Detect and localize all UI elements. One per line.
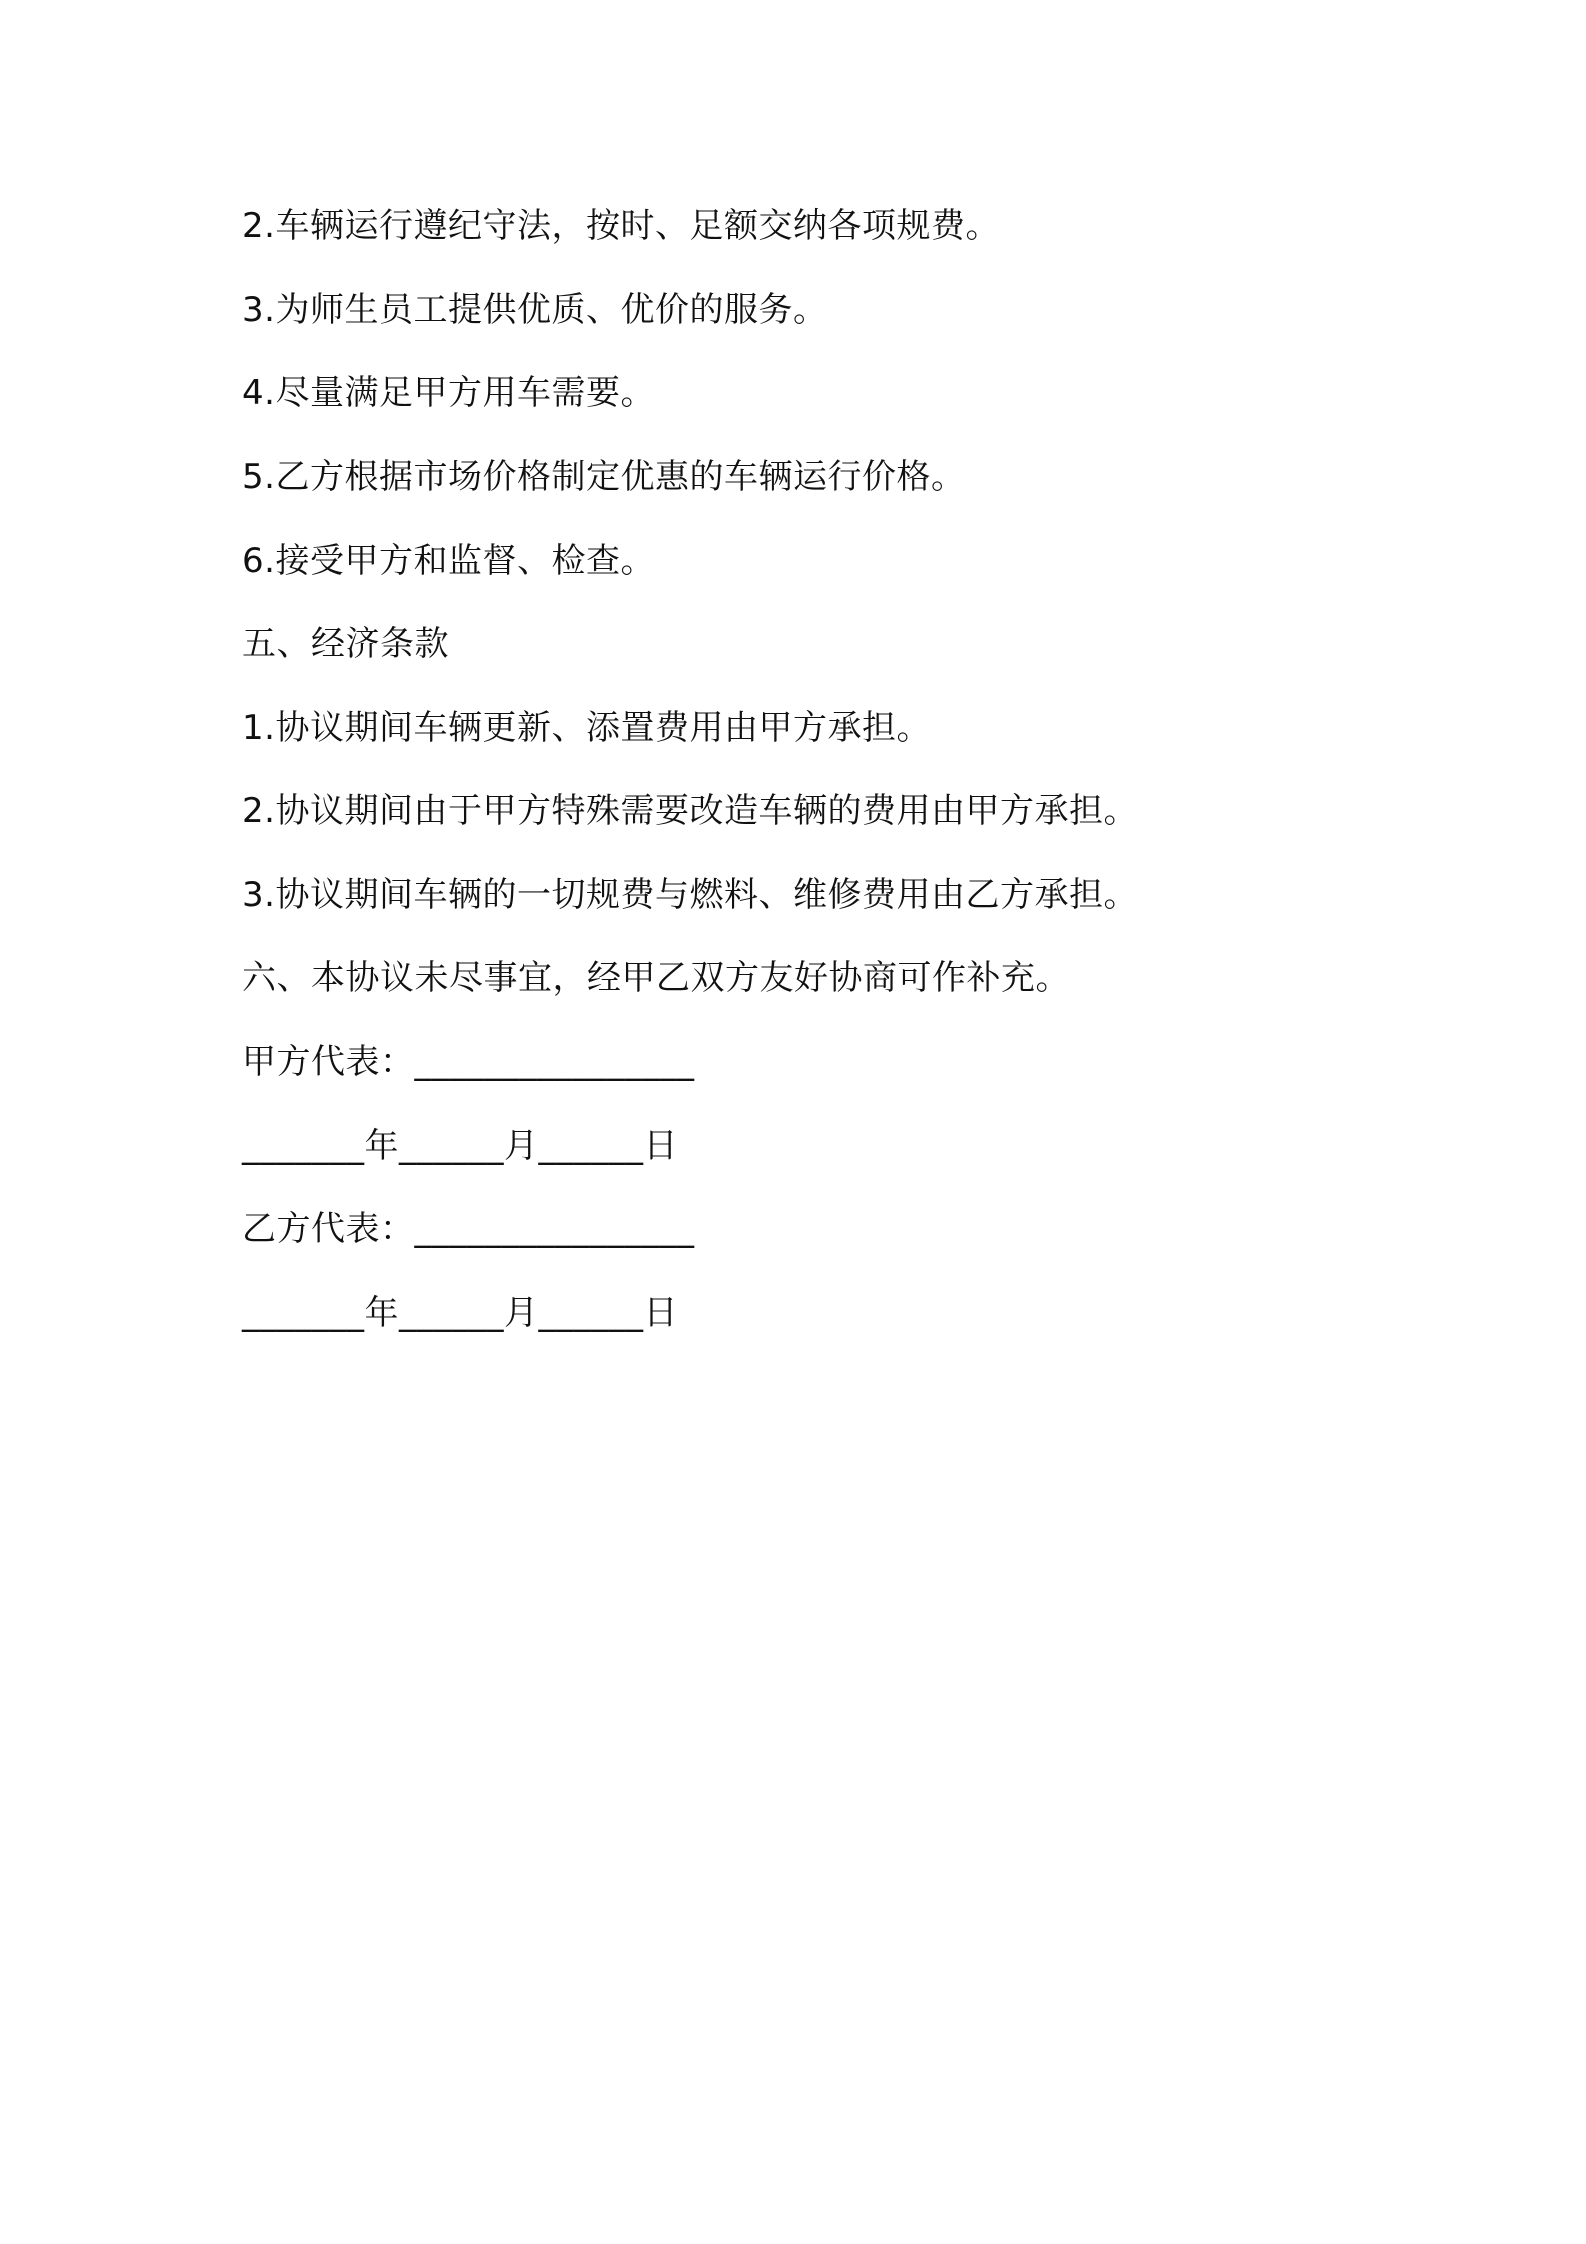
- party-b-representative: 乙方代表：________________: [242, 1209, 695, 1249]
- economic-clause-1: 1.协议期间车辆更新、添置费用由甲方承担。: [242, 708, 931, 748]
- section-heading-economic-terms: 五、经济条款: [242, 624, 449, 664]
- clause-b-2: 2.车辆运行遵纪守法，按时、足额交纳各项规费。: [242, 206, 1000, 246]
- party-b-date: _______年______月______日: [242, 1293, 678, 1333]
- clause-b-5: 5.乙方根据市场价格制定优惠的车辆运行价格。: [242, 457, 966, 497]
- party-a-date: _______年______月______日: [242, 1126, 678, 1166]
- party-a-representative: 甲方代表：________________: [242, 1042, 695, 1082]
- economic-clause-2: 2.协议期间由于甲方特殊需要改造车辆的费用由甲方承担。: [242, 791, 1138, 831]
- section-six-supplement: 六、本协议未尽事宜，经甲乙双方友好协商可作补充。: [242, 958, 1070, 998]
- economic-clause-3: 3.协议期间车辆的一切规费与燃料、维修费用由乙方承担。: [242, 875, 1138, 915]
- clause-b-3: 3.为师生员工提供优质、优价的服务。: [242, 290, 828, 330]
- clause-b-4: 4.尽量满足甲方用车需要。: [242, 373, 655, 413]
- clause-b-6: 6.接受甲方和监督、检查。: [242, 541, 655, 581]
